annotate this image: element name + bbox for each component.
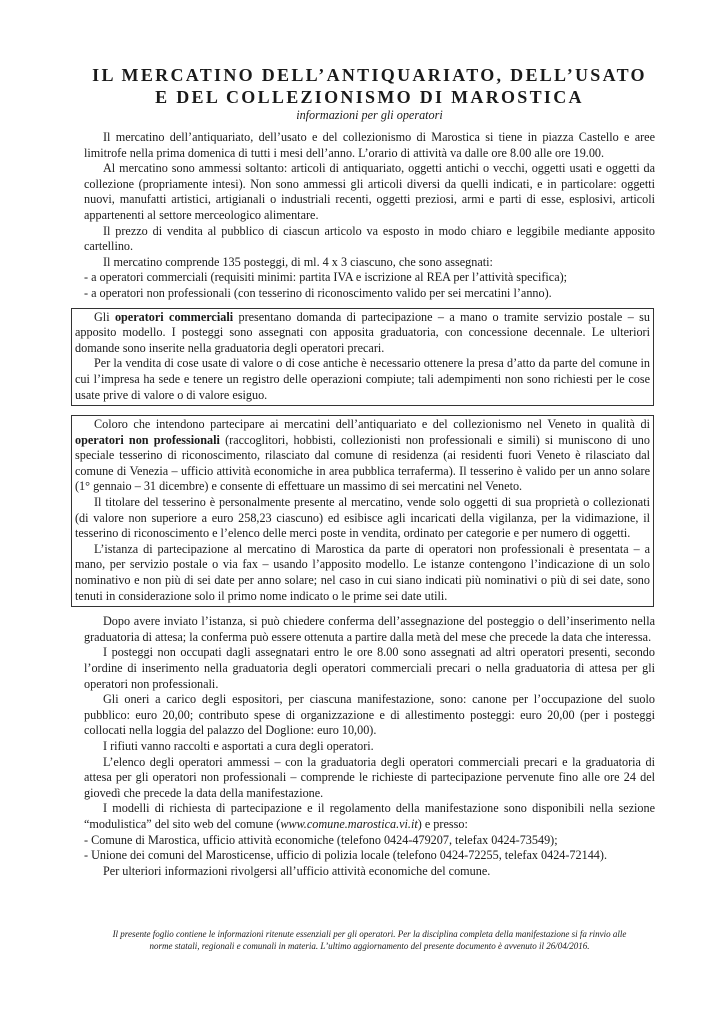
intro-section bbox=[84, 130, 655, 302]
closing-paragraph-fees: Gli oneri a carico degli espositori, per ciascuna manifestazione, sono: canone per l’occupazione del suolo pubblico: euro 20,00; contributo spese di organizzazione e di allestimento posteggi: euro 20,00 (per i posteggi collocati nella loggia del palazzo del Doglione: euro 10,00). bbox=[84, 692, 655, 738]
closing-paragraph-list: L’elenco degli operatori ammessi – con la graduatoria degli operatori commerciali precari e la graduatoria di attesa per gli operatori non professionali – comprende le richieste di partecipazione pervenute fino alle ore 24 del giovedì che precede la data della manifestazione. bbox=[84, 754, 655, 800]
subtitle: informazioni per gli operatori bbox=[296, 108, 443, 122]
nonprofessional-paragraph-holder: Il titolare del tesserino è personalmente presente al mercatino, vende solo oggetti di sua proprietà o collezionati (di valore non superiore a euro 258,23 ciascuno) ed esibisce agli incaricati della vigilanza, per la vidimazione, il tesserino di riconoscimento e l’elenco delle merci poste in vendita, ordinato per categorie e per numero di oggetti. bbox=[75, 495, 650, 541]
commercial-paragraph-application: Gli operatori commerciali presentano domanda di partecipazione – a mano o tramite servizio postale – su apposito modello. I posteggi sono assegnati con apposita graduatoria, con concessione decennale. Le ulteriori domande sono inserite nella graduatoria degli operatori precari. bbox=[75, 309, 650, 355]
intro-paragraph-schedule: Il mercatino dell’antiquariato, dell’usato e del collezionismo di Marostica si tiene in piazza Castello e aree limitrofe nella prima domenica di tutti i mesi dell’anno. L’orario di attività va dalle ore 8.00 alle ore 19.00. bbox=[84, 130, 655, 160]
title-line-2: E DEL COLLEZIONISMO DI MAROSTICA bbox=[155, 87, 584, 107]
footer-note bbox=[84, 929, 655, 952]
intro-paragraph-pricing: Il prezzo di vendita al pubblico di ciascun articolo va esposto in modo chiaro e leggibile mediante apposito cartellino. bbox=[84, 223, 655, 254]
stall-list-item-nonprofessional: - a operatori non professionali (con tesserino di riconoscimento valido per sei mercatini l’anno). bbox=[84, 285, 552, 300]
closing-section bbox=[84, 614, 655, 879]
closing-paragraph-confirmation: Dopo avere inviato l’istanza, si può chiedere conferma dell’assegnazione del posteggio o dell’inserimento nella graduatoria di attesa; la conferma può essere ottenuta a partire dalla metà del mese che precede la data che interessa. bbox=[84, 614, 655, 644]
commercial-paragraph-valuables: Per la vendita di cose usate di valore o di cose antiche è necessario ottenere la presa d’atto da parte del comune in cui l’impresa ha sede e tenere un registro delle operazioni compiute; tali adempimenti non sono richiesti per le cose usate prive di valore o di valore esiguo. bbox=[75, 356, 650, 402]
website-link[interactable]: www.comune.marostica.vi.it bbox=[280, 816, 418, 831]
closing-paragraph-unoccupied: I posteggi non occupati dagli assegnatari entro le ore 8.00 sono assegnati ad altri operatori presenti, secondo l’ordine di inserimento nella graduatoria degli operatori commerciali precari o nella graduatoria di attesa per gli operatori non professionali. bbox=[84, 645, 655, 691]
contact-item-comune: - Comune di Marostica, ufficio attività economiche (telefono 0424-479207, telefax 0424-73549); bbox=[84, 832, 558, 847]
page-title bbox=[84, 64, 655, 108]
title-line-1: IL MERCATINO DELL’ANTIQUARIATO, DELL’USATO bbox=[92, 65, 647, 85]
nonprofessional-paragraph-card: Coloro che intendono partecipare ai mercatini dell’antiquariato e del collezionismo nel Veneto in qualità di operatori non professionali (raccoglitori, hobbisti, collezionisti non professionali e simili) si muniscono di uno speciale tesserino di riconoscimento, rilasciato dal comune di residenza (ai residenti fuori Veneto è rilasciato dal comune di Venezia – ufficio attività economiche in area pubblica terraferma). Il tesserino è valido per un anno solare (1° gennaio – 31 dicembre) e consente di effettuare un massimo di sei mercatini nel Veneto. bbox=[75, 417, 650, 494]
closing-paragraph-info: Per ulteriori informazioni rivolgersi all’ufficio attività economiche del comune. bbox=[103, 863, 491, 878]
document bbox=[75, 64, 655, 879]
nonprofessional-paragraph-application: L’istanza di partecipazione al mercatino di Marostica da parte di operatori non professionali è presentata – a mano, per servizio postale o via fax – usando l’apposito modello. Le istanze contengono l’indicazione di un solo nominativo e non più di sei date per anno solare; nel caso in cui siano indicati più nominativi o più di sei date, sono tenuti in considerazione solo il primo nome indicato o le prime sei date utili. bbox=[75, 541, 650, 603]
nonprofessional-operators-box bbox=[71, 415, 654, 607]
intro-paragraph-admitted-items: Al mercatino sono ammessi soltanto: articoli di antiquariato, oggetti antichi o vecchi, oggetti usati e oggetti da collezione (propriamente intesi). Non sono ammessi gli articoli diversi da quelli indicati, e in particolare: oggetti nuovi, manufatti artistici, artigianali o industriali recenti, oggetti preziosi, armi e parti di esse, esplosivi, articoli appartenenti al settore merceologico alimentare. bbox=[84, 161, 655, 222]
commercial-operators-box bbox=[71, 308, 654, 407]
contact-item-unione: - Unione dei comuni del Marosticense, ufficio di polizia locale (telefono 0424-72255, telefax 0424-72144). bbox=[84, 848, 608, 863]
stall-list-item-commercial: - a operatori commerciali (requisiti minimi: partita IVA e iscrizione al REA per l’attività specifica); bbox=[84, 270, 568, 285]
intro-paragraph-stalls: Il mercatino comprende 135 posteggi, di ml. 4 x 3 ciascuno, che sono assegnati: bbox=[103, 254, 493, 269]
commercial-operators-term: operatori commerciali bbox=[114, 309, 234, 324]
nonprofessional-operators-term: operatori non professionali bbox=[75, 432, 220, 447]
footer-line-1: Il presente foglio contiene le informazioni ritenute essenziali per gli operatori. Per la disciplina completa della manifestazione si fa rinvio alle bbox=[112, 929, 627, 939]
closing-paragraph-forms: I modelli di richiesta di partecipazione e il regolamento della manifestazione sono disponibili nella sezione “modulistica” del sito web del comune (www.comune.marostica.vi.it) e presso: bbox=[84, 801, 655, 831]
footer-line-2: norme statali, regionali e comunali in materia. L’ultimo aggiornamento del presente documento è avvenuto il 26/04/2016. bbox=[149, 940, 590, 951]
closing-paragraph-waste: I rifiuti vanno raccolti e asportati a cura degli operatori. bbox=[103, 738, 374, 753]
